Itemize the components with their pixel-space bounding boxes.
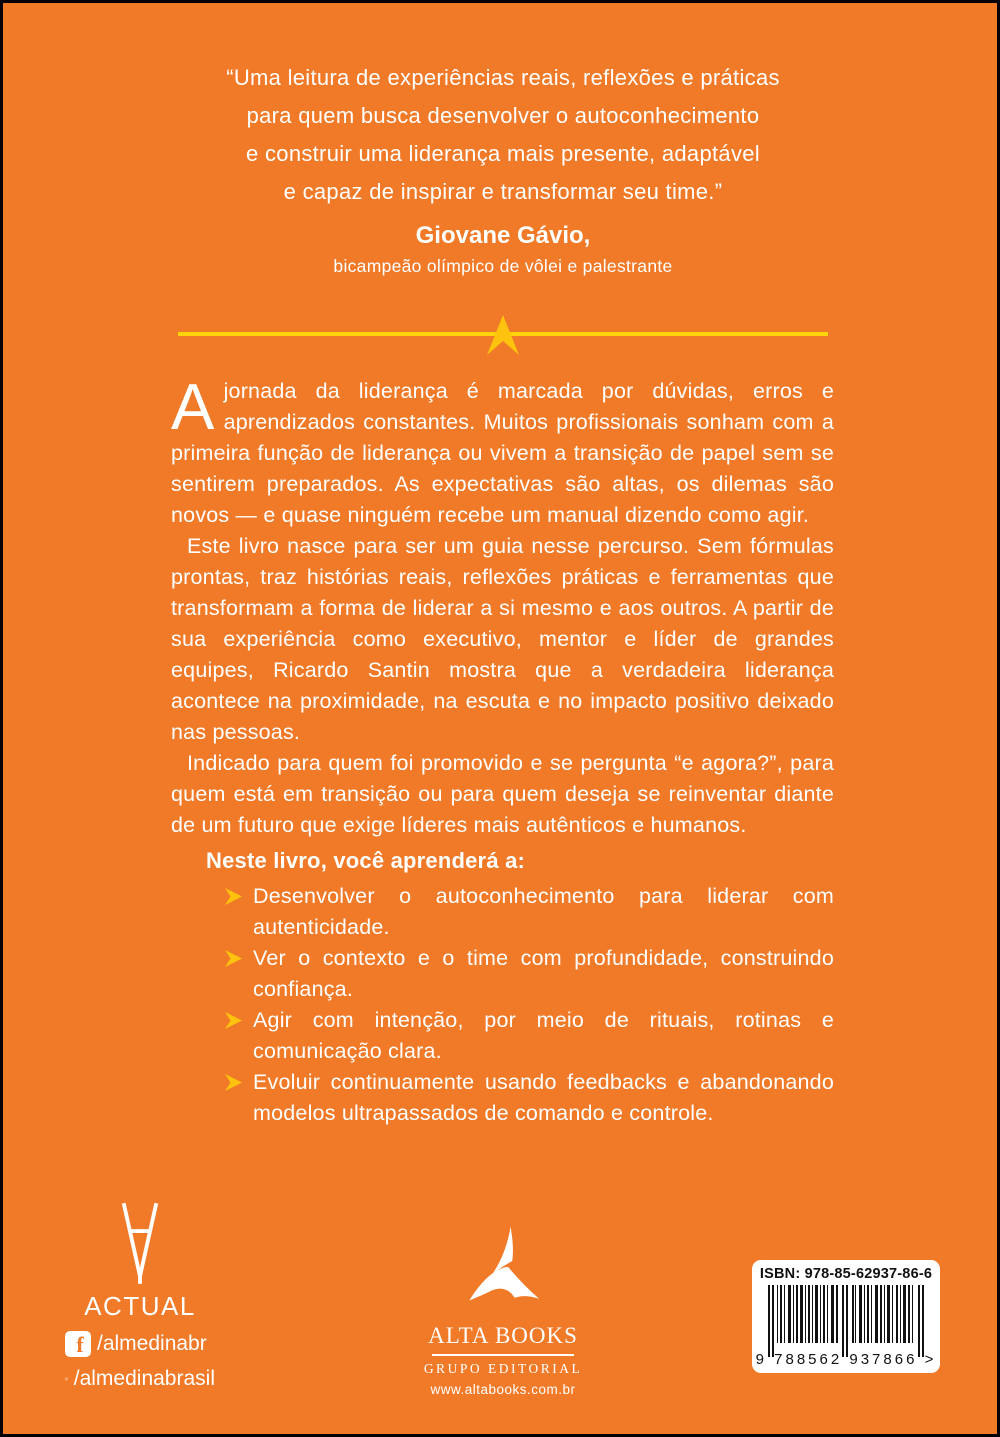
quote-line: e construir uma liderança mais presente, adaptável bbox=[246, 141, 760, 166]
list-item bbox=[253, 1005, 834, 1067]
learning-points-heading: Neste livro, você aprenderá a: bbox=[206, 848, 526, 873]
actual-brand-name: ACTUAL bbox=[84, 1291, 196, 1321]
chevron-right-bullet-icon bbox=[225, 1012, 242, 1029]
paragraph-text: jornada da liderança é marcada por dúvidas, erros e aprendizados constantes. Muitos profissionais sonham com a primeira função de liderança ou vivem a transição de papel sem se sentirem preparados. As expectativas são altas, os dilemas são novos — e quase ninguém recebe um manual dizendo como agir. bbox=[171, 379, 834, 527]
endorsement-quote bbox=[103, 59, 903, 278]
facebook-handle: /almedinabr bbox=[97, 1332, 207, 1355]
alta-books-publisher-block bbox=[408, 1221, 598, 1397]
drop-cap: A bbox=[171, 370, 215, 443]
chevron-right-bullet-icon bbox=[225, 1074, 242, 1091]
alta-books-brand-name: ALTA BOOKS bbox=[428, 1323, 578, 1348]
isbn-label: ISBN: 978-85-62937-86-6 bbox=[759, 1266, 933, 1282]
actual-publisher-block bbox=[65, 1201, 215, 1392]
barcode-digits: 9 788562 937866 > bbox=[755, 1351, 937, 1368]
barcode-bars bbox=[762, 1285, 930, 1357]
list-item-text: Ver o contexto e o time com profundidade, construindo confiança. bbox=[253, 946, 834, 1001]
quote-line: e capaz de inspirar e transformar seu time.” bbox=[283, 179, 723, 204]
learning-points-list bbox=[171, 881, 834, 1129]
facebook-link[interactable] bbox=[65, 1331, 215, 1357]
list-item bbox=[253, 1067, 834, 1129]
facebook-icon bbox=[65, 1331, 91, 1357]
alta-books-subtitle: GRUPO EDITORIAL bbox=[423, 1361, 583, 1376]
synopsis-text bbox=[171, 370, 834, 841]
quote-line: “Uma leitura de experiências reais, reflexões e práticas bbox=[226, 65, 780, 90]
quote-line: para quem busca desenvolver o autoconhecimento bbox=[246, 103, 760, 128]
list-item-text: Evoluir continuamente usando feedbacks e abandonando modelos ultrapassados de comando e controle. bbox=[253, 1070, 834, 1125]
instagram-handle: /almedinabrasil bbox=[73, 1367, 215, 1390]
list-item bbox=[253, 943, 834, 1005]
isbn-barcode bbox=[752, 1260, 940, 1373]
alta-books-website-link[interactable]: www.altabooks.com.br bbox=[430, 1382, 576, 1397]
list-item-text: Desenvolver o autoconhecimento para liderar com autenticidade. bbox=[253, 884, 834, 939]
paragraph: Indicado para quem foi promovido e se pergunta “e agora?”, para quem está em transição ou para quem deseja se reinventar diante de um futuro que exige líderes mais autênticos e humanos. bbox=[171, 751, 834, 837]
list-item bbox=[253, 881, 834, 943]
arrow-up-icon bbox=[481, 315, 525, 355]
instagram-link[interactable] bbox=[65, 1366, 215, 1392]
instagram-icon bbox=[65, 1366, 68, 1392]
section-divider bbox=[178, 315, 828, 359]
quote-author: Giovane Gávio, bbox=[415, 222, 591, 249]
paragraph bbox=[171, 370, 834, 531]
list-item-text: Agir com intenção, por meio de rituais, rotinas e comunicação clara. bbox=[253, 1008, 834, 1063]
learning-points-section bbox=[171, 848, 834, 1129]
paragraph: Este livro nasce para ser um guia nesse percurso. Sem fórmulas prontas, traz histórias reais, reflexões práticas e ferramentas que transformam a forma de liderar a si mesmo e aos outros. A partir de sua experiência como executivo, mentor e líder de grandes equipes, Ricardo Santin mostra que a verdadeira liderança acontece na proximidade, na escuta e no impacto positivo deixado nas pessoas. bbox=[171, 534, 834, 744]
svg-text:f: f bbox=[76, 1332, 84, 1357]
alta-books-logo-icon bbox=[461, 1221, 545, 1311]
chevron-right-bullet-icon bbox=[225, 950, 242, 967]
actual-logo-icon bbox=[116, 1201, 164, 1287]
chevron-right-bullet-icon bbox=[225, 888, 242, 905]
quote-author-role: bicampeão olímpico de vôlei e palestrante bbox=[333, 256, 673, 276]
alta-books-rule bbox=[432, 1354, 574, 1356]
